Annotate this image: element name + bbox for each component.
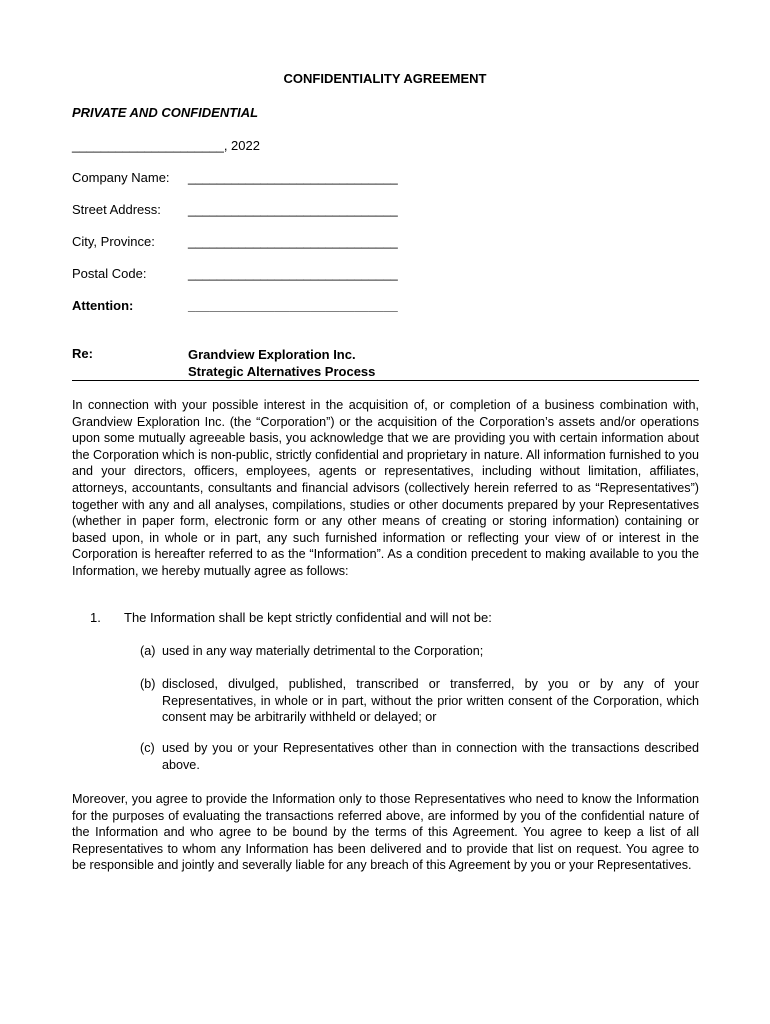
sub-item-a bbox=[140, 643, 699, 660]
sub-item-c bbox=[140, 740, 699, 773]
company-name-field[interactable]: _____________________________ bbox=[188, 170, 398, 185]
city-province-label: City, Province: bbox=[72, 234, 155, 249]
item-1-number: 1. bbox=[90, 610, 101, 625]
sub-item-b bbox=[140, 676, 699, 726]
re-label: Re: bbox=[72, 346, 93, 361]
postal-code-label: Postal Code: bbox=[72, 266, 147, 281]
street-address-field[interactable]: _____________________________ bbox=[188, 202, 398, 217]
moreover-paragraph: Moreover, you agree to provide the Information only to those Representatives who need to know the Information for the purposes of evaluating the transactions referred above, are informed by you of the confidential nature of the Information and who agree to be bound by the terms of this Agreement. You agree to keep a list of all Representatives to whom any Information has been delivered and to provide that list on request. You agree to be responsible and jointly and severally liable for any breach of this Agreement by you or your Representatives. bbox=[72, 792, 699, 873]
sub-item-b-letter: (b) bbox=[140, 677, 156, 691]
document-title: CONFIDENTIALITY AGREEMENT bbox=[283, 71, 487, 86]
sub-item-a-text: used in any way materially detrimental to the Corporation; bbox=[162, 644, 484, 658]
re-line-process: Strategic Alternatives Process bbox=[188, 364, 376, 379]
re-line-company: Grandview Exploration Inc. bbox=[188, 347, 356, 362]
re-subject bbox=[188, 346, 375, 380]
street-address-label: Street Address: bbox=[72, 202, 161, 217]
date-line: _____________________, 2022 bbox=[72, 138, 260, 153]
sub-item-c-letter: (c) bbox=[140, 741, 155, 755]
item-1-text: The Information shall be kept strictly confidential and will not be: bbox=[124, 610, 492, 625]
attention-label: Attention: bbox=[72, 298, 134, 313]
postal-code-field[interactable]: _____________________________ bbox=[188, 266, 398, 281]
private-confidential-heading: PRIVATE AND CONFIDENTIAL bbox=[72, 105, 259, 120]
city-province-field[interactable]: _____________________________ bbox=[188, 234, 398, 249]
subject-divider bbox=[72, 380, 699, 381]
sub-item-c-text: used by you or your Representatives other than in connection with the transactions described above. bbox=[162, 741, 699, 772]
attention-field[interactable]: _____________________________ bbox=[188, 298, 398, 313]
intro-paragraph: In connection with your possible interest in the acquisition of, or completion of a business combination with, Grandview Exploration Inc. (the “Corporation”) or the acquisition of the Corporation’s assets and/or operations upon some mutually agreeable basis, you acknowledge that we are providing you with certain information about the Corporation which is non-public, strictly confidential and proprietary in nature. All information furnished to you and your directors, officers, employees, agents or representatives, including without limitation, affiliates, attorneys, accountants, consultants and financial advisors (collectively herein referred to as “Representatives”) together with any and all analyses, compilations, studies or other documents prepared by your Representatives (whether in paper form, electronic form or any other means of creating or storing information) containing or based upon, in whole or in part, any such furnished information or reflecting your view of or interest in the Corporation is hereafter referred to as the “Information”. As a condition precedent to making available to you the Information, we hereby mutually agree as follows: bbox=[72, 398, 699, 578]
company-name-label: Company Name: bbox=[72, 170, 170, 185]
sub-item-a-letter: (a) bbox=[140, 644, 156, 658]
sub-item-b-text: disclosed, divulged, published, transcribed or transferred, by you or by any of your Representatives, in whole or in part, without the prior written consent of the Corporation, which consent may be arbitrarily withheld or delayed; or bbox=[162, 677, 699, 725]
